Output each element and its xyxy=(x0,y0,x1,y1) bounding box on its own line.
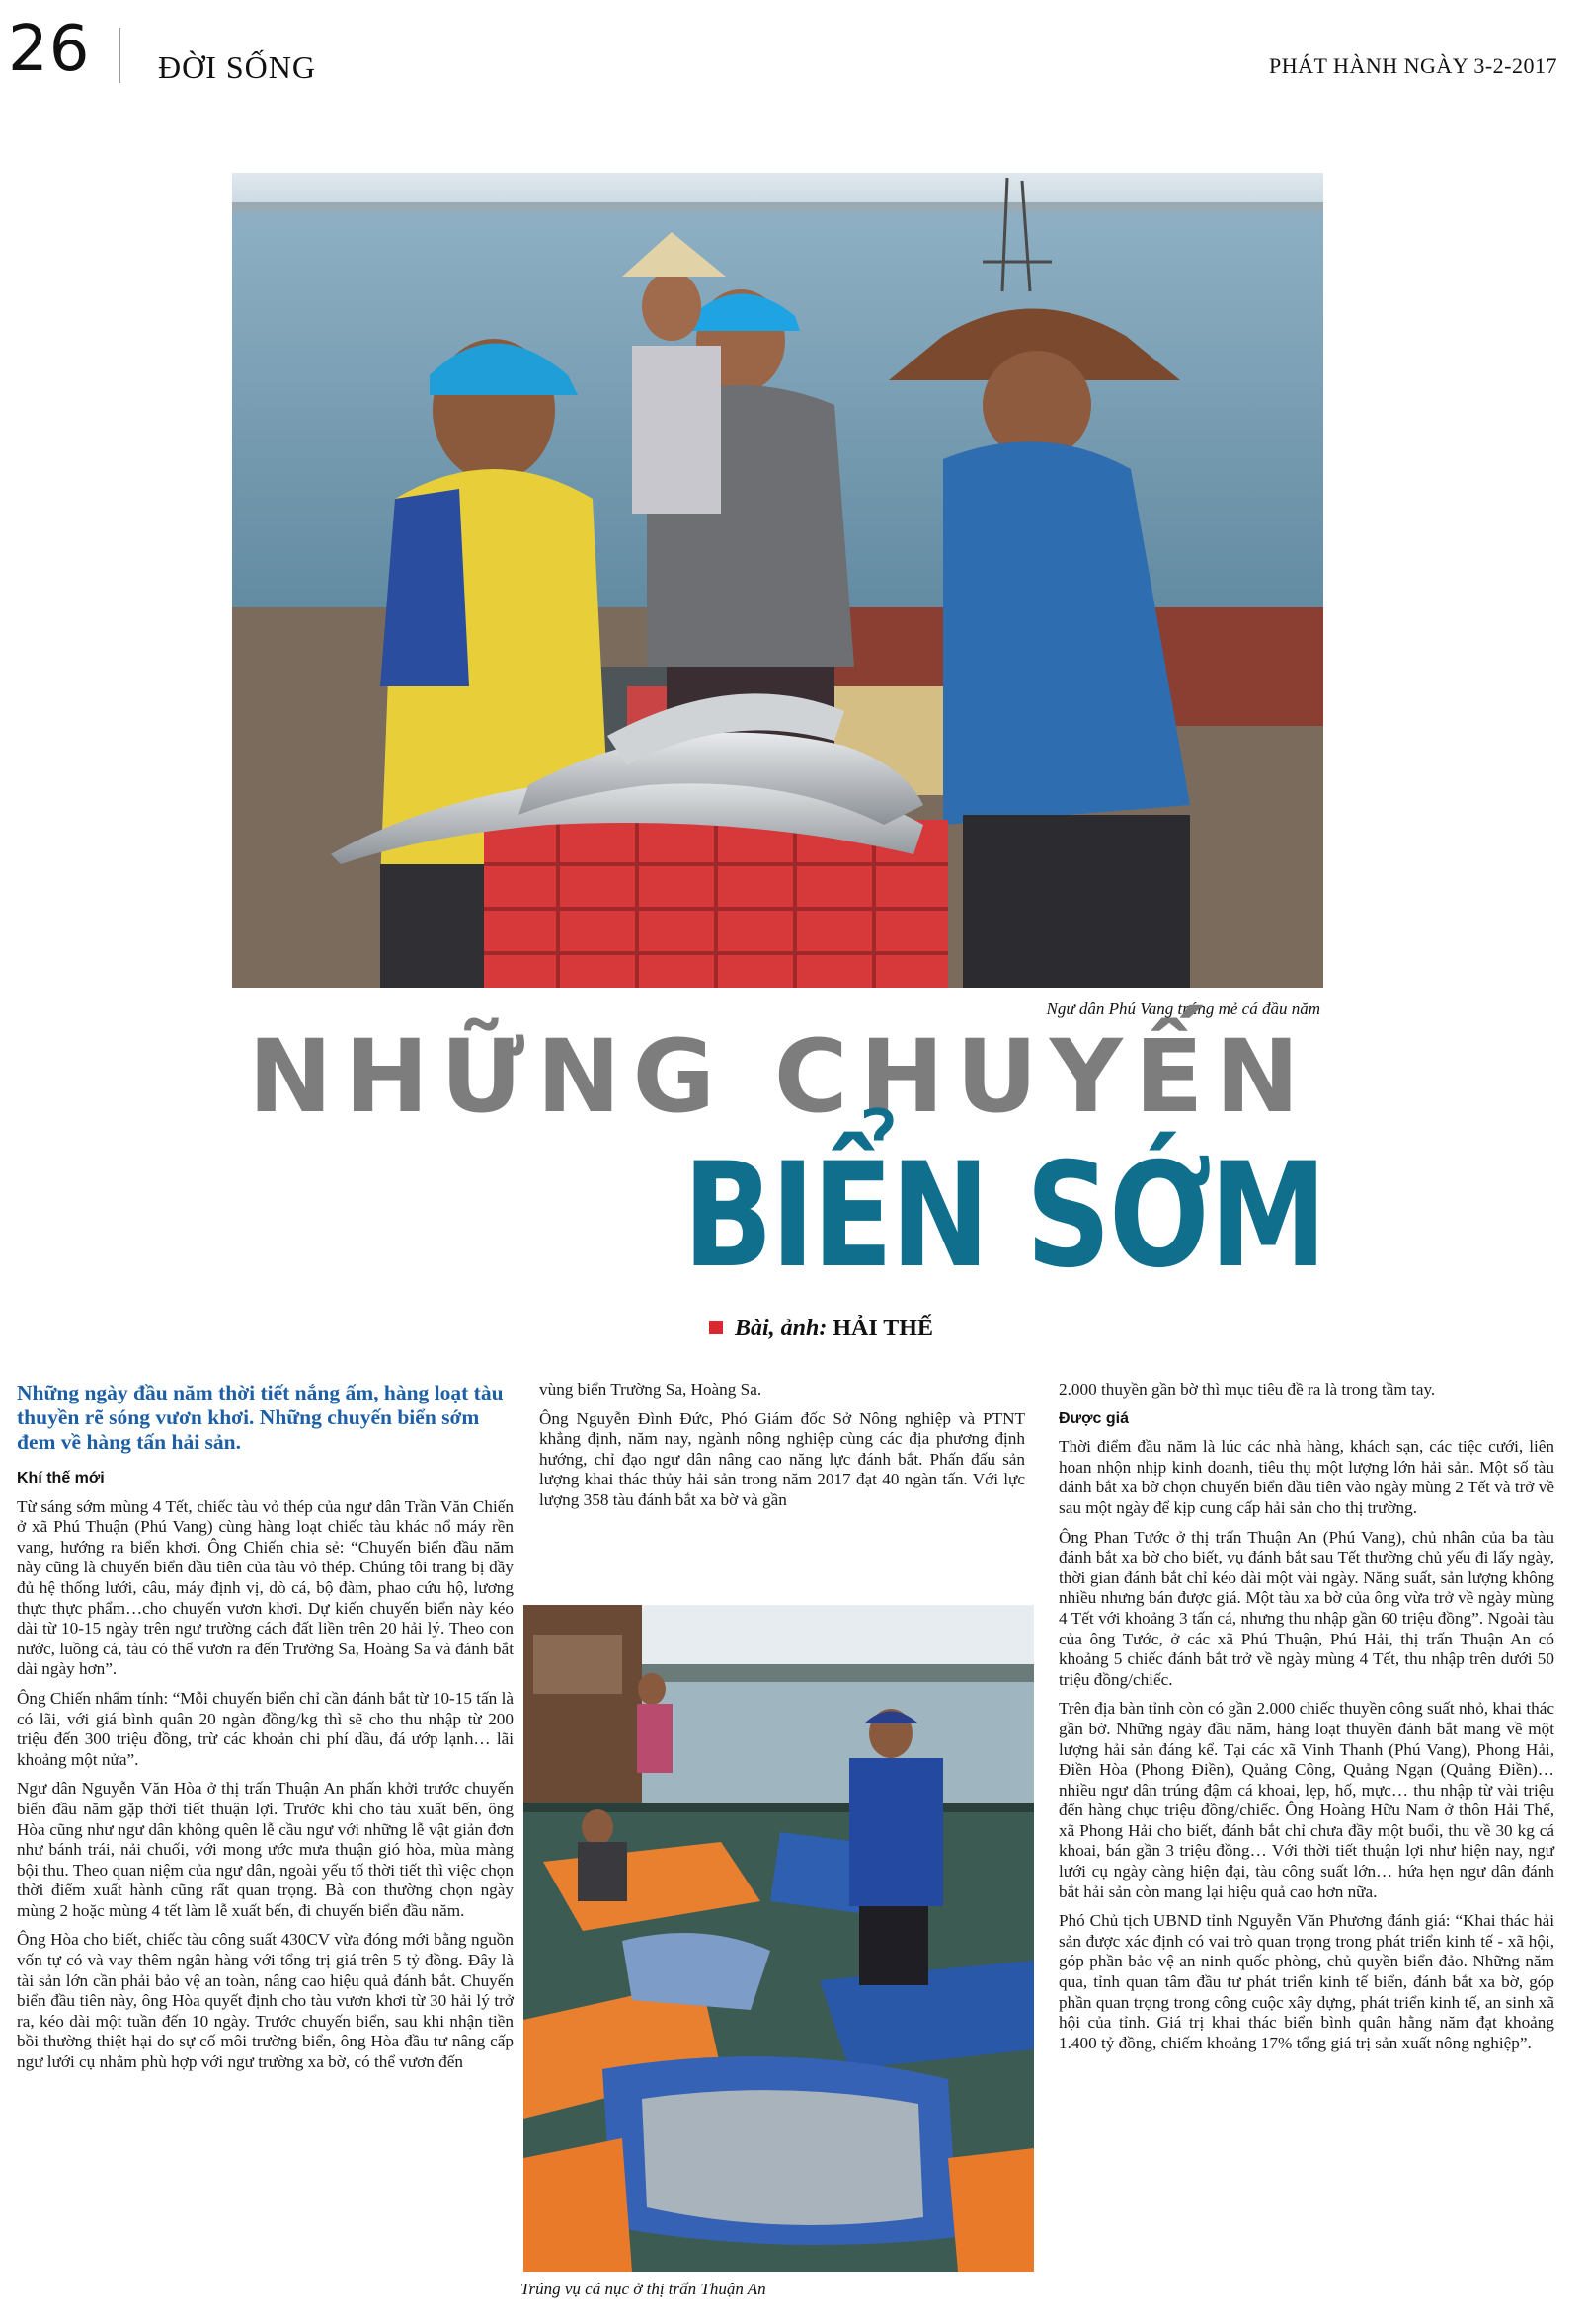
paragraph: Phó Chủ tịch UBND tỉnh Nguyễn Văn Phương đánh giá: “Khai thác hải sản được xác định có vai trò quan trọng trong phát triển kinh tế - xã hội, góp phần bảo vệ an ninh quốc phòng, chủ quyền biển đảo. Những năm qua, tỉnh quan tâm đầu tư phát triển kinh tế biển, đánh bắt xa bờ, góp phần quan trọng trong công cuộc xây dựng, phát triển kinh tế, an sinh xã hội của tỉnh. Giá trị khai thác biển bình quân hằng năm đạt khoảng 1.400 tỷ đồng, chiếm khoảng 17% tổng giá trị sản xuất nông nghiệp”. xyxy=(1059,1911,1554,2052)
hero-photo-caption: Ngư dân Phú Vang trúng mẻ cá đầu năm xyxy=(1046,1000,1320,1018)
paragraph: Ông Chiến nhẩm tính: “Mỗi chuyến biển chỉ cần đánh bắt từ 10-15 tấn là có lãi, với giá bình quân 20 ngàn đồng/kg thì sẽ cho thu nhập từ 200 triệu đến 300 triệu đồng, trừ các khoản chi phí dầu, đá ướp lạnh… lãi khoảng một nửa”. xyxy=(17,1688,514,1769)
header-divider xyxy=(119,28,120,83)
subhead-duoc-gia: Được giá xyxy=(1059,1409,1129,1427)
subhead-khi-the-moi: Khí thế mới xyxy=(17,1470,105,1486)
headline-line-2: BIỂN SỚM xyxy=(682,1132,1324,1300)
article-column-1 xyxy=(17,1381,514,2082)
paragraph: vùng biển Trường Sa, Hoàng Sa. xyxy=(539,1380,762,1399)
byline-label: Bài, ảnh: xyxy=(735,1316,828,1341)
byline-square-icon xyxy=(709,1321,723,1334)
paragraph: Từ sáng sớm mùng 4 Tết, chiếc tàu vỏ thép của ngư dân Trần Văn Chiến ở xã Phú Thuận (Phú Vang) cùng hàng loạt chiếc tàu khác nổ máy rền vang, hướng ra biển khơi. Ông Chiến chia sẻ: “Chuyến biển đầu năm này cũng là chuyến biển đầu tiên của tàu vỏ thép. Chúng tôi trang bị đầy đủ hệ thống lưới, câu, máy định vị, dò cá, bộ đàm, phao cứu hộ, lương thực thực phẩm…cho chuyến vươn khơi. Dự kiến chuyến biển này kéo dài từ 10-15 ngày trên ngư trường cách đất liền trên 20 hải lý. Theo con nước, luồng cá, tàu có thể vươn ra đến Trường Sa, Hoàng Sa và đánh bắt dài ngày hơn”. xyxy=(17,1496,514,1679)
boat-photo-caption: Trúng vụ cá nục ở thị trấn Thuận An xyxy=(520,2280,766,2298)
hero-photo-fishermen xyxy=(232,173,1323,988)
byline xyxy=(709,1316,933,1342)
article-column-3 xyxy=(1059,1380,1554,2062)
paragraph: Trên địa bàn tỉnh còn có gần 2.000 chiếc thuyền công suất nhỏ, khai thác gần bờ. Những ngày đầu năm, hàng loạt thuyền đánh bắt mang về một lượng hải sản đáng kể. Tại các xã Vinh Thanh (Phú Vang), Phong Hải, Điền Hòa (Phong Điền), Quảng Công, Quảng Ngạn (Quảng Điền)… nhiều ngư dân trúng đậm cá khoai, lẹp, hố, mực… thu nhập từ vài triệu đến hàng chục triệu đồng/chiếc. Ông Hoàng Hữu Nam ở thôn Hải Thế, xã Phong Hải cho biết, đánh bắt chỉ chưa đầy một buổi, thu về 30 kg cá khoai, bán gần 3 triệu đồng… Với thời tiết thuận lợi như hiện nay, ngư lưới cụ ngày càng hiện đại, tàu công suất lớn… hứa hẹn ngư dân đánh bắt hải sản còn mang lại hiệu quả cao hơn nữa. xyxy=(1059,1699,1554,1901)
byline-author: HẢI THẾ xyxy=(833,1316,933,1341)
boat-photo-fish-catch xyxy=(523,1605,1034,2272)
article-lede: Những ngày đầu năm thời tiết nắng ấm, hàng loạt tàu thuyền rẽ sóng vươn khơi. Những chuyến biển sớm đem về hàng tấn hải sản. xyxy=(17,1381,504,1454)
page-number: 26 xyxy=(8,13,91,86)
paragraph: Ông Phan Tước ở thị trấn Thuận An (Phú Vang), chủ nhân của ba tàu đánh bắt xa bờ cho biết, vụ đánh bắt sau Tết thường chủ yếu đi lấy ngày, thời gian đánh bắt chỉ kéo dài một vài ngày. Năng suất, sản lượng không nhiều nhưng bán được giá. Một tàu xa bờ của ông vừa trở về ngày mùng 4 Tết với khoảng 3 tấn cá, nhưng thu nhập gần 60 triệu đồng”. Ngoài tàu của ông Tước, ở các xã Phú Thuận, Phú Hải, thị trấn Thuận An có khoảng 5 chiếc đánh bắt trở về ngày mùng 4 Tết, thu nhập trên dưới 50 triệu đồng/chiếc. xyxy=(1059,1527,1554,1689)
paragraph: 2.000 thuyền gần bờ thì mục tiêu đề ra là trong tầm tay. xyxy=(1059,1380,1436,1399)
article-column-2 xyxy=(539,1380,1025,1520)
headline-line-1: NHỮNG CHUYẾN xyxy=(248,1018,1311,1136)
paragraph: Ngư dân Nguyễn Văn Hòa ở thị trấn Thuận An phấn khởi trước chuyến biển đầu năm gặp thời tiết thuận lợi. Trước khi cho tàu xuất bến, ông Hòa cũng như ngư dân không quên lễ cầu ngư với những lễ vật giản đơn như bánh trái, nải chuối, với mong ước mưa thuận gió hòa, mùa màng bội thu. Theo quan niệm của ngư dân, ngoài yếu tố thời tiết thì việc chọn thời điểm xuất hành cũng rất quan trọng. Bà con thường chọn ngày mùng 2 hoặc mùng 4 tết làm lễ xuất bến, đi chuyến biển đầu năm. xyxy=(17,1779,514,1920)
section-name: ĐỜI SỐNG xyxy=(158,49,316,85)
paragraph: Ông Nguyễn Đình Đức, Phó Giám đốc Sở Nông nghiệp và PTNT khẳng định, năm nay, ngành nông nghiệp cùng các địa phương định hướng, chỉ đạo ngư dân nâng cao năng lực đánh bắt. Phấn đấu sản lượng khai thác thủy hải sản trong năm 2017 đạt 40 ngàn tấn. Với lực lượng 358 tàu đánh bắt xa bờ và gần xyxy=(539,1408,1025,1509)
paragraph: Thời điểm đầu năm là lúc các nhà hàng, khách sạn, các tiệc cưới, liên hoan nhộn nhịp kinh doanh, tiêu thụ một lượng lớn hải sản. Một số tàu đánh bắt xa bờ chọn chuyến biển đầu tiên vào ngày mùng 2 Tết và trở về sau một ngày để kịp cung cấp hải sản cho thị trường. xyxy=(1059,1437,1554,1517)
paragraph: Ông Hòa cho biết, chiếc tàu công suất 430CV vừa đóng mới bằng nguồn vốn tự có và vay thêm ngân hàng với tổng trị giá trên 5 tỷ đồng. Đây là tài sản lớn cần phải bảo vệ an toàn, nâng cao hiệu quả đánh bắt. Chuyến biển đầu tiên này, ông Hòa quyết định cho tàu vươn khơi từ 30 hải lý trở ra, kéo dài một tuần đến 10 ngày. Trước chuyến biển, sau khi nhận tiền bồi thường thiệt hại do sự cố môi trường biển, ông Hòa đầu tư nâng cấp ngư lưới cụ nhằm phù hợp với ngư trường xa bờ, có thể vươn đến xyxy=(17,1930,514,2072)
issue-date: PHÁT HÀNH NGÀY 3-2-2017 xyxy=(1269,53,1557,78)
